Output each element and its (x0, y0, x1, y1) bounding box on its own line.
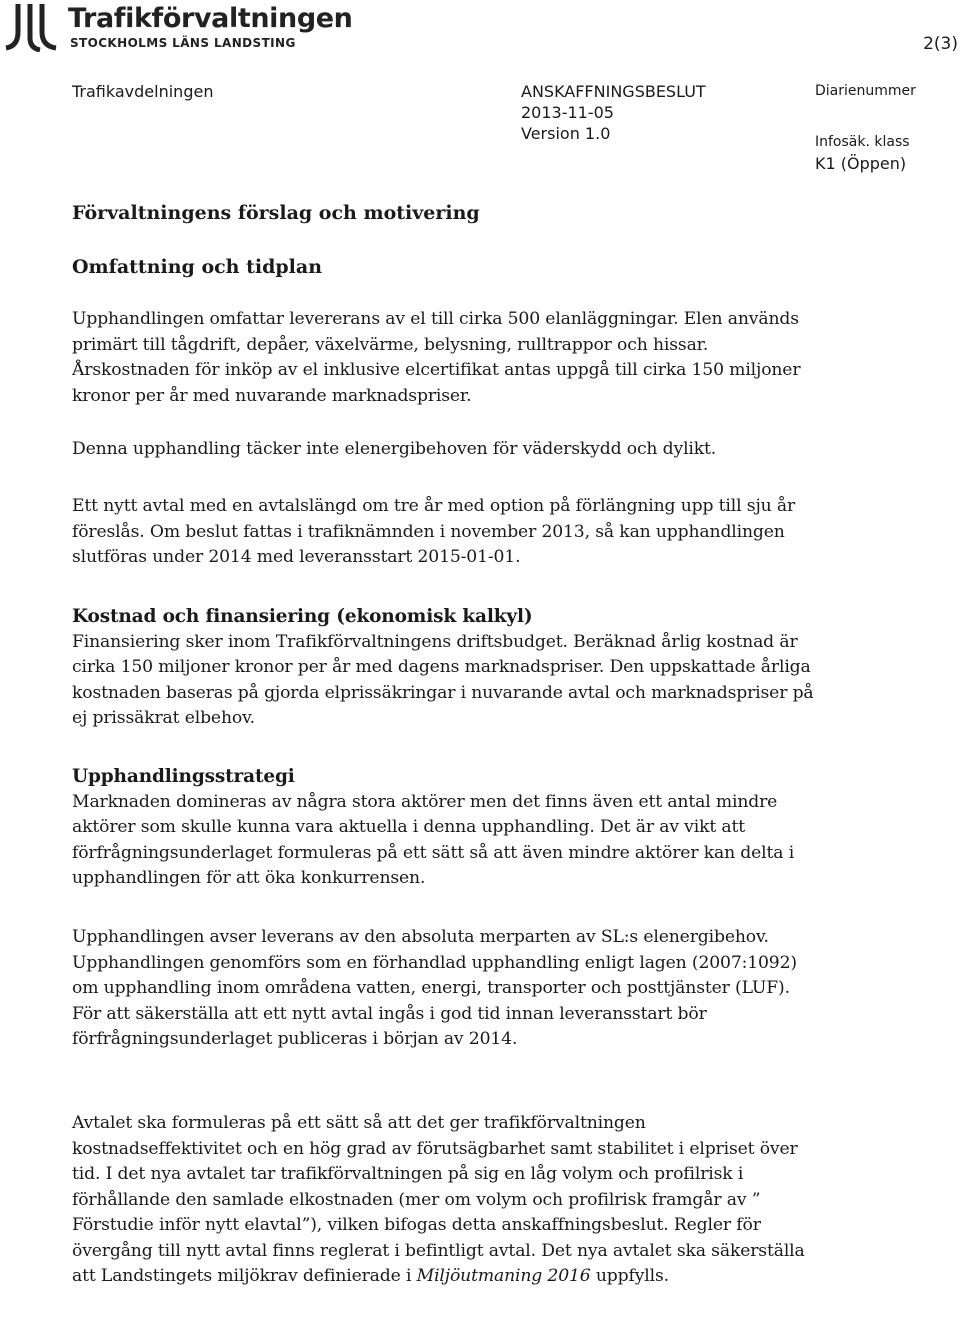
section-heading-scope: Omfattning och tidplan (72, 256, 323, 278)
paragraph-contract-design (72, 1111, 817, 1290)
document-meta (521, 81, 706, 144)
section-strategy (72, 764, 817, 892)
section-heading-strategy: Upphandlingsstrategi (72, 766, 295, 787)
organization-logo (4, 2, 353, 54)
paragraph-cost: Finansiering sker inom Trafikförvaltningens driftsbudget. Beräknad årlig kostnad är cirka 150 miljoner kronor per år med dagens marknadspriser. Den uppskattade årliga kostnaden baseras på gjorda elprissäkringar i nuvarande avtal och marknadspriser på ej prissäkrat elbehov. (72, 631, 814, 728)
paragraph-contract-term: Ett nytt avtal med en avtalslängd om tre år med option på förlängning upp till sju år föreslås. Om beslut fattas i trafiknämnden i november 2013, så kan upphandlingen slutföras under 2014 med leveransstart 2015-01-01. (72, 496, 796, 567)
paragraph-contract-design-end: uppfylls. (590, 1266, 669, 1286)
environment-program-name: Miljöutmaning 2016 (416, 1266, 591, 1286)
page-title: Förvaltningens förslag och motivering (72, 202, 480, 224)
traffic-administration-logo-icon (4, 2, 60, 52)
document-version: Version 1.0 (521, 124, 611, 143)
paragraph-procurement-scope: Upphandlingen avser leverans av den absoluta merparten av SL:s elenergibehov. Upphandlingen genomförs som en förhandlad upphandling enligt lagen (2007:1092) om upphandling inom områdena vatten, energi, transporter och posttjänster (LUF). För att säkerställa att ett nytt avtal ingås i god tid innan leveransstart bör förfrågningsunderlaget publiceras i början av 2014. (72, 927, 797, 1049)
document-classification (815, 81, 916, 174)
logo-name: Trafikförvaltningen (68, 3, 353, 34)
paragraph-strategy: Marknaden domineras av några stora aktörer men det finns även ett antal mindre aktörer som skulle kunna vara aktuella i denna upphandling. Det är av vikt att förfrågningsunderlaget formuleras på ett sätt så att även mindre aktörer kan delta i upphandlingen för att öka konkurrensen. (72, 791, 795, 888)
paragraph-exclusion: Denna upphandling täcker inte elenergibehoven för väderskydd och dylikt. (72, 439, 717, 459)
page-number: 2(3) (923, 34, 958, 54)
section-cost (72, 604, 817, 732)
logo-subtitle: STOCKHOLMS LÄNS LANDSTING (70, 36, 296, 50)
section-heading-cost: Kostnad och finansiering (ekonomisk kalkyl) (72, 606, 533, 627)
classification-label: Infosäk. klass (815, 134, 910, 150)
classification-value: K1 (Öppen) (815, 154, 907, 173)
department-label: Trafikavdelningen (72, 82, 214, 101)
document-date: 2013-11-05 (521, 103, 614, 122)
paragraph-scope: Upphandlingen omfattar levererans av el till cirka 500 elanläggningar. Elen används primärt till tågdrift, depåer, växelvärme, belysning, rulltrappor och hissar. Årskostnaden för inköp av el inklusive elcertifikat antas uppgå till cirka 150 miljoner kronor per år med nuvarande marknadspriser. (72, 309, 801, 406)
diary-number-label: Diarienummer (815, 83, 916, 99)
document-type: ANSKAFFNINGSBESLUT (521, 82, 706, 101)
paragraph-contract-design-text: Avtalet ska formuleras på ett sätt så att det ger trafikförvaltningen kostnadseffektivitet och en hög grad av förutsägbarhet samt stabilitet i elpriset över tid. I det nya avtalet tar trafikförvaltningen på sig en låg volym och profilrisk i förhållande den samlade elkostnaden (mer om volym och profilrisk framgår av ” Förstudie inför nytt elavtal”), vilken bifogas detta anskaffningsbeslut. Regler för övergång till nytt avtal finns reglerat i befintligt avtal. Det nya avtalet ska säkerställa att Landstingets miljökrav definierade i (72, 1113, 805, 1286)
